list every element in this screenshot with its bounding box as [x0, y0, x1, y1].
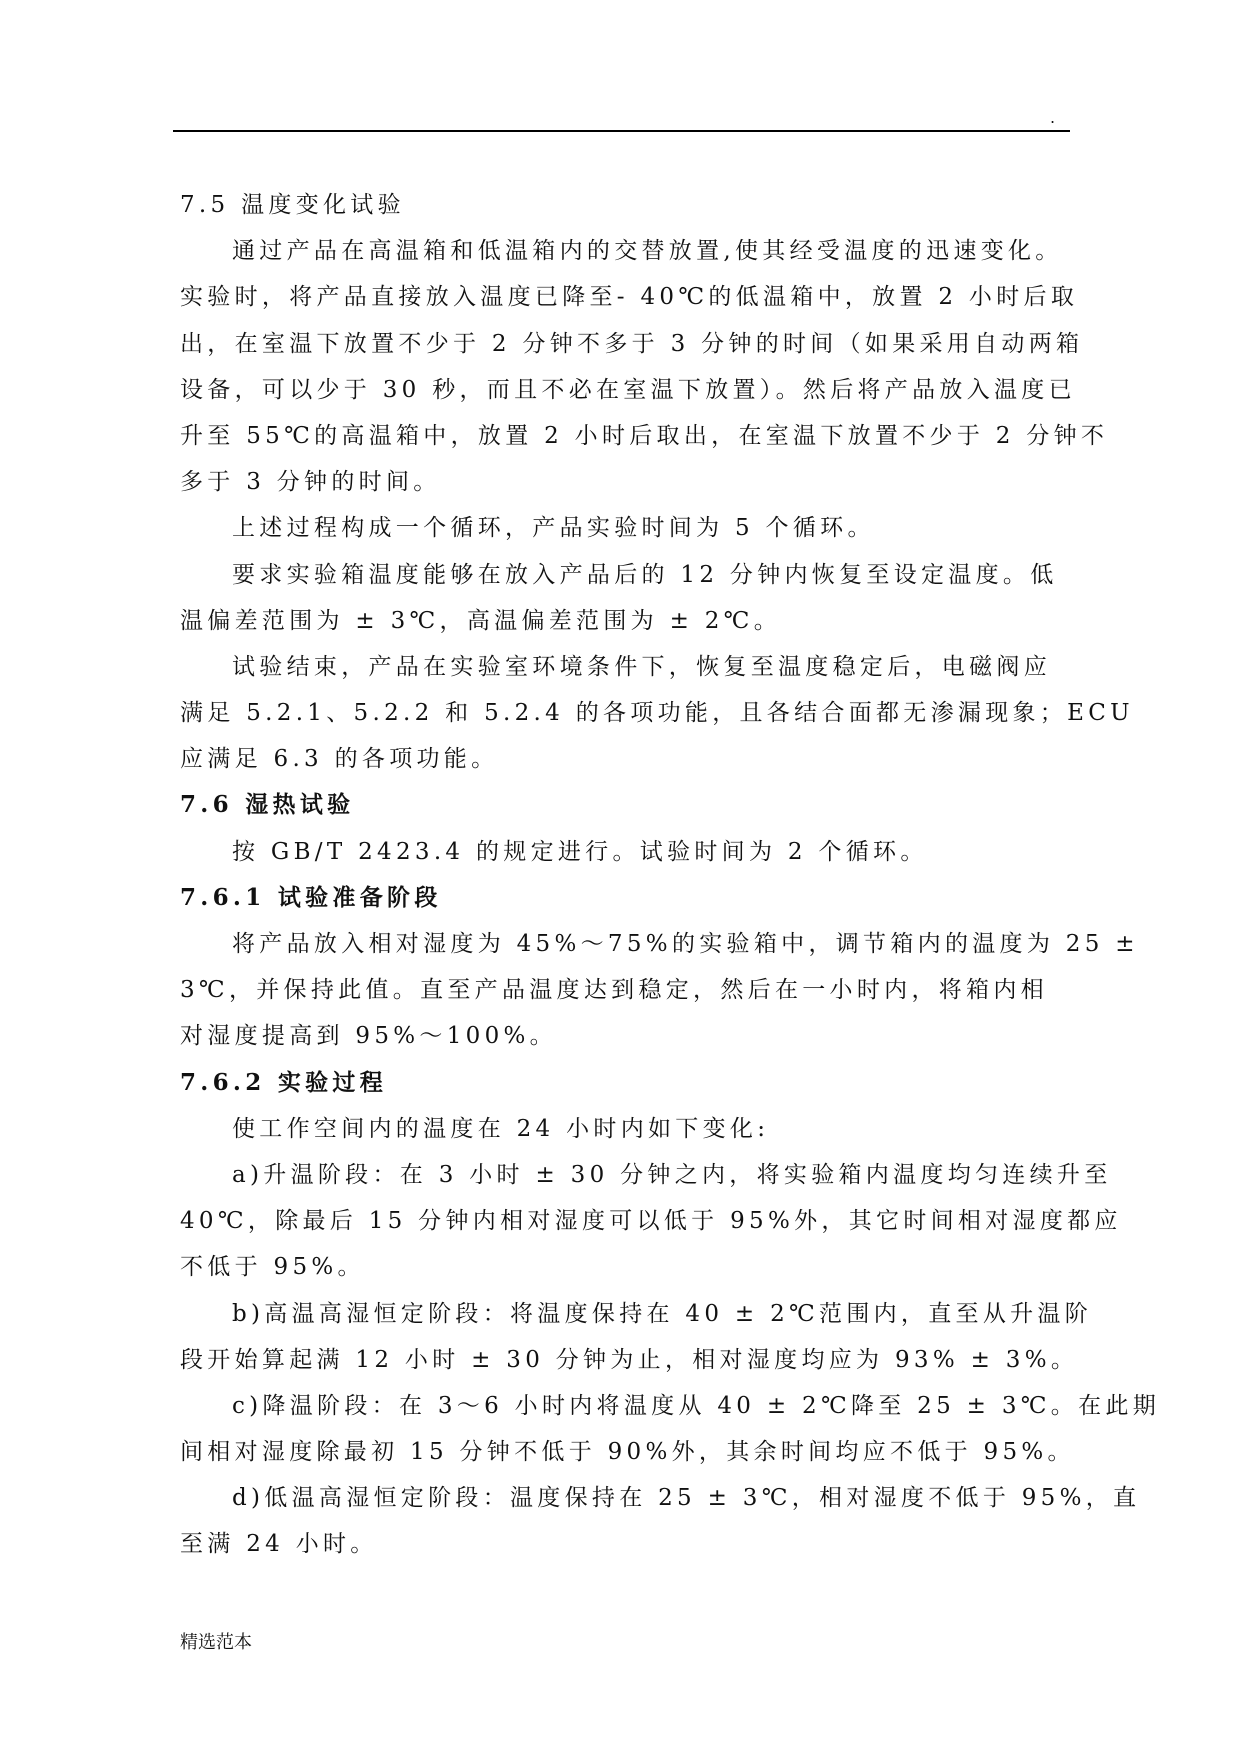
text-line: 出，在室温下放置不少于 2 分钟不多于 3 分钟的时间（如果采用自动两箱 [180, 330, 1084, 357]
text-line: 间相对湿度除最初 15 分钟不低于 90%外，其余时间均应不低于 95%。 [180, 1439, 1075, 1466]
section-heading: 7.6.2 实验过程 [180, 1068, 388, 1096]
text-line: 上述过程构成一个循环，产品实验时间为 5 个循环。 [232, 515, 875, 542]
text-line: 多于 3 分钟的时间。 [180, 469, 441, 496]
text-line: 要求实验箱温度能够在放入产品后的 12 分钟内恢复至设定温度。低 [232, 561, 1058, 588]
text-line: 7.5 温度变化试验 [180, 192, 405, 218]
text-line: 使工作空间内的温度在 24 小时内如下变化: [232, 1115, 770, 1142]
section-heading: 7.6.1 试验准备阶段 [180, 883, 442, 911]
text-line: c)降温阶段：在 3～6 小时内将温度从 40 ± 2℃降至 25 ± 3℃。在此期 [232, 1392, 1161, 1419]
document-body [180, 182, 1161, 1568]
text-line: 不低于 95%。 [180, 1254, 365, 1281]
text-line: 40℃，除最后 15 分钟内相对湿度可以低于 95%外，其它时间相对湿度都应 [180, 1208, 1122, 1235]
text-line: 段开始算起满 12 小时 ± 30 分钟为止，相对湿度均应为 93% ± 3%。 [180, 1346, 1079, 1373]
header-rule [173, 130, 1070, 132]
text-line: d)低温高湿恒定阶段：温度保持在 25 ± 3℃，相对湿度不低于 95%，直 [232, 1485, 1141, 1512]
section-heading: 7.6 湿热试验 [180, 791, 355, 819]
text-line: 按 GB/T 2423.4 的规定进行。试验时间为 2 个循环。 [232, 838, 928, 865]
text-line: b)高温高湿恒定阶段：将温度保持在 40 ± 2℃范围内，直至从升温阶 [232, 1300, 1093, 1327]
header-dot: . [1050, 108, 1056, 127]
text-line: 设备，可以少于 30 秒，而且不必在室温下放置）。然后将产品放入温度已 [180, 376, 1076, 403]
text-line: 满足 5.2.1、5.2.2 和 5.2.4 的各项功能，且各结合面都无渗漏现象；ECU [180, 700, 1134, 727]
footer-text: 精选范本 [180, 1632, 252, 1653]
text-line: 试验结束，产品在实验室环境条件下，恢复至温度稳定后，电磁阀应 [232, 653, 1051, 680]
text-line: 应满足 6.3 的各项功能。 [180, 746, 499, 773]
text-line: 实验时，将产品直接放入温度已降至- 40℃的低温箱中，放置 2 小时后取 [180, 284, 1079, 311]
text-line: 3℃，并保持此值。直至产品温度达到稳定，然后在一小时内，将箱内相 [180, 977, 1048, 1004]
text-line: 将产品放入相对湿度为 45%～75%的实验箱中，调节箱内的温度为 25 ± [232, 931, 1139, 957]
text-line: 升至 55℃的高温箱中，放置 2 小时后取出，在室温下放置不少于 2 分钟不 [180, 422, 1109, 449]
text-line: 对湿度提高到 95%～100%。 [180, 1023, 557, 1050]
text-line: a)升温阶段：在 3 小时 ± 30 分钟之内，将实验箱内温度均匀连续升至 [232, 1161, 1112, 1188]
text-line: 温偏差范围为 ± 3℃，高温偏差范围为 ± 2℃。 [180, 607, 782, 634]
text-line: 通过产品在高温箱和低温箱内的交替放置,使其经受温度的迅速变化。 [232, 238, 1063, 265]
text-line: 至满 24 小时。 [180, 1531, 378, 1558]
